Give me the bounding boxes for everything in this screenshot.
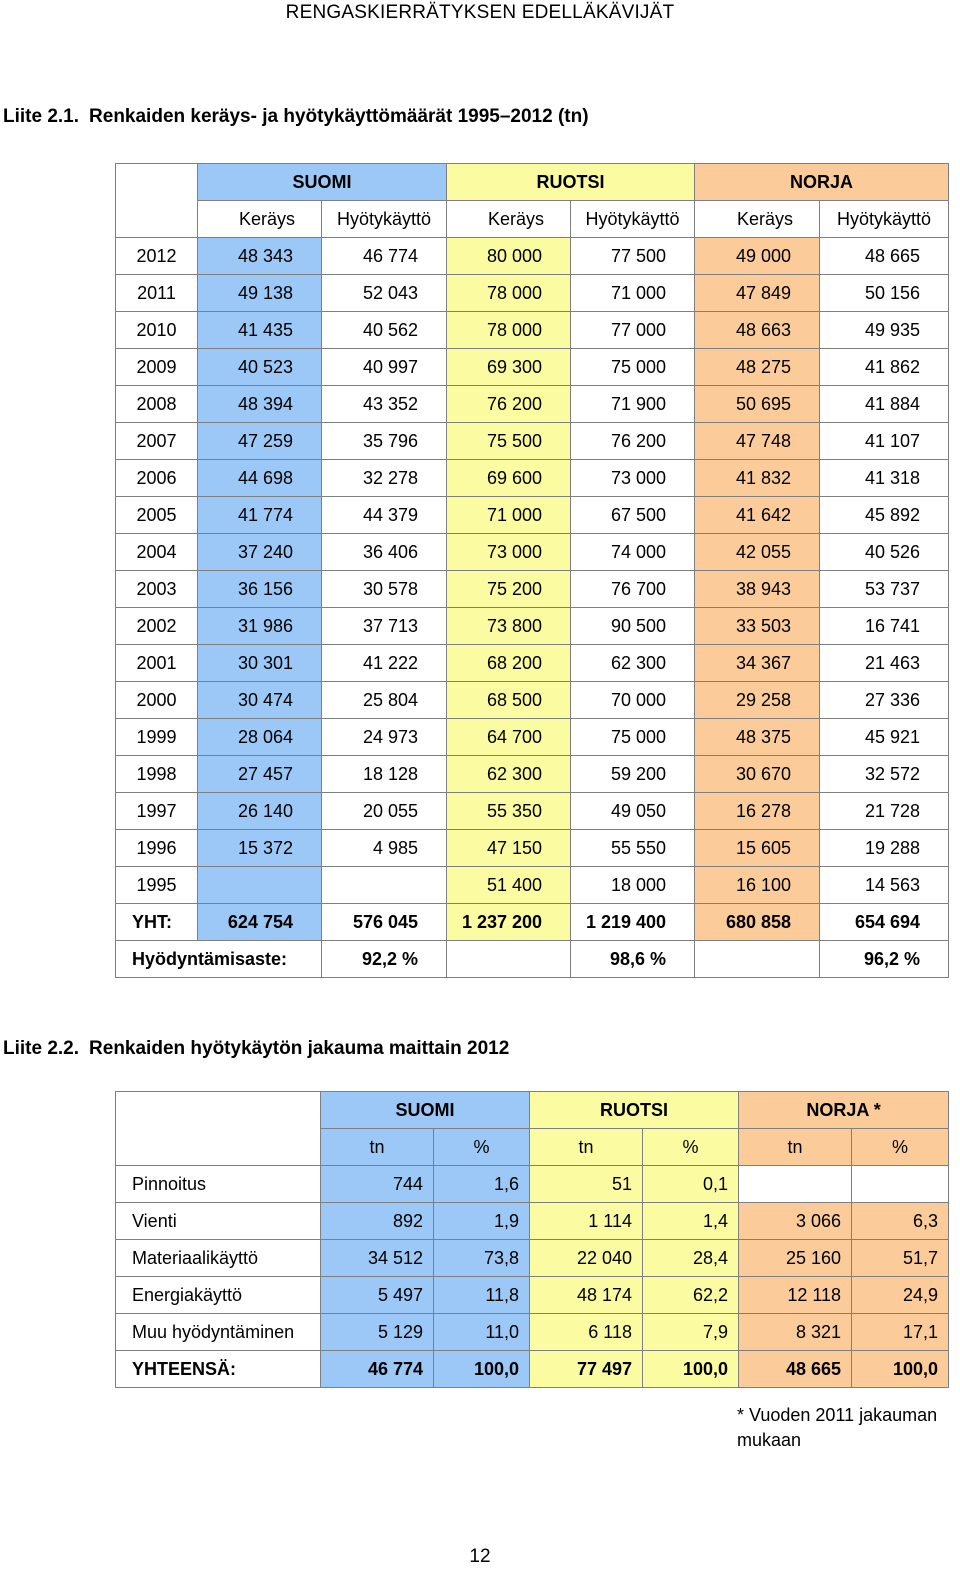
table1-value-cell: 41 862 xyxy=(820,349,949,386)
table2-value-cell: 24,9 xyxy=(852,1277,949,1314)
table1-value-cell: 49 050 xyxy=(571,793,695,830)
table1-value-cell: 75 500 xyxy=(447,423,571,460)
table2-total-cell: 100,0 xyxy=(643,1351,739,1388)
table1-subheader: Hyötykäyttö xyxy=(571,201,695,238)
table1-value-cell: 18 000 xyxy=(571,867,695,904)
table1-value-cell: 62 300 xyxy=(571,645,695,682)
table2-row xyxy=(116,1314,949,1351)
table1-value-cell: 41 222 xyxy=(322,645,447,682)
table1-row xyxy=(116,275,949,312)
table1-value-cell: 41 642 xyxy=(695,497,820,534)
table1-value-cell: 40 997 xyxy=(322,349,447,386)
table1-year-cell: 1997 xyxy=(116,793,198,830)
table2-row xyxy=(116,1166,949,1203)
table1-value-cell: 47 748 xyxy=(695,423,820,460)
table1-value-cell: 41 435 xyxy=(198,312,322,349)
table1-subheader: Keräys xyxy=(198,201,322,238)
table1-year-cell: 1998 xyxy=(116,756,198,793)
table1-year-cell: 1996 xyxy=(116,830,198,867)
table2-caption-number: Liite 2.2. xyxy=(3,1038,80,1059)
table1-value-cell: 68 500 xyxy=(447,682,571,719)
table2-value-cell: 744 xyxy=(321,1166,434,1203)
table1-value-cell: 73 000 xyxy=(447,534,571,571)
table2-value-cell: 892 xyxy=(321,1203,434,1240)
table1-corner xyxy=(116,164,198,201)
table2-value-cell: 62,2 xyxy=(643,1277,739,1314)
table2-caption xyxy=(3,1038,509,1060)
table1-value-cell: 16 741 xyxy=(820,608,949,645)
table1-value-cell: 76 700 xyxy=(571,571,695,608)
table1-total-row xyxy=(116,904,949,941)
table1-value-cell: 49 000 xyxy=(695,238,820,275)
table2-value-cell: 1,6 xyxy=(434,1166,530,1203)
table2-value-cell: 51,7 xyxy=(852,1240,949,1277)
table1-value-cell: 78 000 xyxy=(447,312,571,349)
table2-total-cell: 77 497 xyxy=(530,1351,643,1388)
table1-rate-label: Hyödyntämisaste: xyxy=(116,941,322,978)
table2-value-cell: 28,4 xyxy=(643,1240,739,1277)
collection-utilization-table xyxy=(115,163,949,978)
table1-value-cell: 77 000 xyxy=(571,312,695,349)
table1-year-cell: 2007 xyxy=(116,423,198,460)
table1-total-cell: 654 694 xyxy=(820,904,949,941)
table2-country-header-row xyxy=(116,1092,949,1129)
table1-value-cell: 53 737 xyxy=(820,571,949,608)
table1-value-cell: 48 663 xyxy=(695,312,820,349)
table2-value-cell: 1 114 xyxy=(530,1203,643,1240)
table1-year-cell: 2003 xyxy=(116,571,198,608)
table1-value-cell: 50 695 xyxy=(695,386,820,423)
table1-value-cell: 49 935 xyxy=(820,312,949,349)
table1-value-cell: 75 000 xyxy=(571,349,695,386)
table2-value-cell: 5 129 xyxy=(321,1314,434,1351)
table1-value-cell: 35 796 xyxy=(322,423,447,460)
table2-corner-lower xyxy=(116,1129,321,1166)
table1-value-cell: 69 300 xyxy=(447,349,571,386)
table2-value-cell: 5 497 xyxy=(321,1277,434,1314)
table2-row xyxy=(116,1240,949,1277)
table2-subheader: % xyxy=(643,1129,739,1166)
table2-value-cell: 3 066 xyxy=(739,1203,852,1240)
table1-value-cell: 52 043 xyxy=(322,275,447,312)
table1-value-cell: 30 301 xyxy=(198,645,322,682)
table1-value-cell: 37 240 xyxy=(198,534,322,571)
table1-value-cell: 36 156 xyxy=(198,571,322,608)
table1-value-cell: 80 000 xyxy=(447,238,571,275)
table2-value-cell: 17,1 xyxy=(852,1314,949,1351)
table1-value-cell: 64 700 xyxy=(447,719,571,756)
table1-value-cell: 67 500 xyxy=(571,497,695,534)
table1-row xyxy=(116,349,949,386)
table1-row xyxy=(116,534,949,571)
table1-value-cell: 19 288 xyxy=(820,830,949,867)
table2-country-ruotsi: RUOTSI xyxy=(530,1092,739,1129)
table1-caption-text: Renkaiden keräys- ja hyötykäyttömäärät 1995–2012 (tn) xyxy=(89,106,589,127)
table1-country-norja: NORJA xyxy=(695,164,949,201)
table1-value-cell: 43 352 xyxy=(322,386,447,423)
table1-row xyxy=(116,423,949,460)
running-header: RENGASKIERRÄTYKSEN EDELLÄKÄVIJÄT xyxy=(285,2,675,23)
table1-value-cell: 40 523 xyxy=(198,349,322,386)
table1-year-cell: 2006 xyxy=(116,460,198,497)
table1-year-cell: 2004 xyxy=(116,534,198,571)
table1-value-cell: 73 000 xyxy=(571,460,695,497)
table1-value-cell: 46 774 xyxy=(322,238,447,275)
table1-year-cell: 2005 xyxy=(116,497,198,534)
table1-value-cell xyxy=(322,867,447,904)
table1-row xyxy=(116,386,949,423)
table1-value-cell: 25 804 xyxy=(322,682,447,719)
table2-label-cell: Pinnoitus xyxy=(116,1166,321,1203)
table1-value-cell: 41 884 xyxy=(820,386,949,423)
table1-rate-empty xyxy=(447,941,571,978)
table1-value-cell: 49 138 xyxy=(198,275,322,312)
table1-value-cell xyxy=(198,867,322,904)
table1-value-cell: 59 200 xyxy=(571,756,695,793)
table2-total-label: YHTEENSÄ: xyxy=(116,1351,321,1388)
table1-row xyxy=(116,756,949,793)
table2-value-cell: 6,3 xyxy=(852,1203,949,1240)
table2-value-cell: 7,9 xyxy=(643,1314,739,1351)
table2-value-cell: 12 118 xyxy=(739,1277,852,1314)
table1-subheader: Keräys xyxy=(695,201,820,238)
table1-value-cell: 68 200 xyxy=(447,645,571,682)
table1-year-cell: 1999 xyxy=(116,719,198,756)
page-number: 12 xyxy=(469,1546,491,1567)
table1-value-cell: 16 278 xyxy=(695,793,820,830)
table1-value-cell: 4 985 xyxy=(322,830,447,867)
table1-value-cell: 90 500 xyxy=(571,608,695,645)
table1-country-ruotsi: RUOTSI xyxy=(447,164,695,201)
table1-value-cell: 30 578 xyxy=(322,571,447,608)
table1-value-cell: 21 463 xyxy=(820,645,949,682)
table1-value-cell: 42 055 xyxy=(695,534,820,571)
table1-total-cell: 624 754 xyxy=(198,904,322,941)
table1-row xyxy=(116,571,949,608)
table1-total-label: YHT: xyxy=(116,904,198,941)
table1-value-cell: 69 600 xyxy=(447,460,571,497)
table2-country-suomi: SUOMI xyxy=(321,1092,530,1129)
table1-value-cell: 27 457 xyxy=(198,756,322,793)
table1-value-cell: 34 367 xyxy=(695,645,820,682)
table1-value-cell: 71 000 xyxy=(447,497,571,534)
table1-value-cell: 71 000 xyxy=(571,275,695,312)
table2-value-cell: 25 160 xyxy=(739,1240,852,1277)
table1-row xyxy=(116,830,949,867)
table1-value-cell: 41 832 xyxy=(695,460,820,497)
table1-value-cell: 51 400 xyxy=(447,867,571,904)
table1-value-cell: 76 200 xyxy=(571,423,695,460)
table2-total-cell: 48 665 xyxy=(739,1351,852,1388)
table2-subheader-row xyxy=(116,1129,949,1166)
table1-value-cell: 41 774 xyxy=(198,497,322,534)
table2-value-cell: 48 174 xyxy=(530,1277,643,1314)
table1-value-cell: 71 900 xyxy=(571,386,695,423)
table1-rate-cell: 98,6 % xyxy=(571,941,695,978)
table1-value-cell: 44 379 xyxy=(322,497,447,534)
table1-value-cell: 45 921 xyxy=(820,719,949,756)
table1-year-cell: 2009 xyxy=(116,349,198,386)
table1-value-cell: 32 572 xyxy=(820,756,949,793)
table1-value-cell: 32 278 xyxy=(322,460,447,497)
table1-value-cell: 27 336 xyxy=(820,682,949,719)
table2-value-cell: 34 512 xyxy=(321,1240,434,1277)
table1-row xyxy=(116,682,949,719)
table1-total-cell: 1 219 400 xyxy=(571,904,695,941)
table1-value-cell: 26 140 xyxy=(198,793,322,830)
table2-subheader: tn xyxy=(530,1129,643,1166)
table1-country-header-row xyxy=(116,164,949,201)
table1-year-cell: 2000 xyxy=(116,682,198,719)
table2-total-cell: 46 774 xyxy=(321,1351,434,1388)
table1-value-cell: 48 375 xyxy=(695,719,820,756)
table2-total-cell: 100,0 xyxy=(434,1351,530,1388)
table1-subheader-row xyxy=(116,201,949,238)
table1-row xyxy=(116,238,949,275)
table1-value-cell: 41 107 xyxy=(820,423,949,460)
table2-value-cell: 22 040 xyxy=(530,1240,643,1277)
table1-value-cell: 16 100 xyxy=(695,867,820,904)
table2-subheader: tn xyxy=(739,1129,852,1166)
table1-value-cell: 48 343 xyxy=(198,238,322,275)
table1-value-cell: 47 150 xyxy=(447,830,571,867)
table1-year-cell: 2011 xyxy=(116,275,198,312)
table1-value-cell: 77 500 xyxy=(571,238,695,275)
table1-rate-cell: 92,2 % xyxy=(322,941,447,978)
table2-value-cell: 11,8 xyxy=(434,1277,530,1314)
table1-caption-number: Liite 2.1. xyxy=(3,106,80,127)
table1-row xyxy=(116,312,949,349)
table2-value-cell: 1,4 xyxy=(643,1203,739,1240)
table1-value-cell: 33 503 xyxy=(695,608,820,645)
table1-value-cell: 55 550 xyxy=(571,830,695,867)
table1-row xyxy=(116,793,949,830)
table1-value-cell: 40 562 xyxy=(322,312,447,349)
table2-label-cell: Energiakäyttö xyxy=(116,1277,321,1314)
table2-value-cell xyxy=(739,1166,852,1203)
table2-label-cell: Muu hyödyntäminen xyxy=(116,1314,321,1351)
table2-row xyxy=(116,1203,949,1240)
table1-row xyxy=(116,867,949,904)
table1-value-cell: 75 200 xyxy=(447,571,571,608)
table1-value-cell: 48 394 xyxy=(198,386,322,423)
table1-year-cell: 2001 xyxy=(116,645,198,682)
table1-value-cell: 18 128 xyxy=(322,756,447,793)
table1-value-cell: 28 064 xyxy=(198,719,322,756)
table2-corner xyxy=(116,1092,321,1129)
table1-caption xyxy=(3,106,589,128)
table1-value-cell: 55 350 xyxy=(447,793,571,830)
table1-value-cell: 15 605 xyxy=(695,830,820,867)
table1-value-cell: 48 275 xyxy=(695,349,820,386)
table2-value-cell: 6 118 xyxy=(530,1314,643,1351)
table1-country-suomi: SUOMI xyxy=(198,164,447,201)
table1-row xyxy=(116,719,949,756)
table1-value-cell: 14 563 xyxy=(820,867,949,904)
table1-value-cell: 24 973 xyxy=(322,719,447,756)
table1-value-cell: 20 055 xyxy=(322,793,447,830)
table1-rate-cell: 96,2 % xyxy=(820,941,949,978)
table2-value-cell: 73,8 xyxy=(434,1240,530,1277)
table1-row xyxy=(116,645,949,682)
table1-total-cell: 576 045 xyxy=(322,904,447,941)
table1-year-cell: 2008 xyxy=(116,386,198,423)
table1-rate-row xyxy=(116,941,949,978)
table2-footnote: * Vuoden 2011 jakauman mukaan xyxy=(737,1405,938,1450)
table1-value-cell: 78 000 xyxy=(447,275,571,312)
table2-subheader: tn xyxy=(321,1129,434,1166)
table1-value-cell: 70 000 xyxy=(571,682,695,719)
table2-value-cell: 11,0 xyxy=(434,1314,530,1351)
table2-value-cell: 8 321 xyxy=(739,1314,852,1351)
table1-value-cell: 44 698 xyxy=(198,460,322,497)
table2-subheader: % xyxy=(852,1129,949,1166)
table2-row xyxy=(116,1277,949,1314)
table1-year-cell: 2012 xyxy=(116,238,198,275)
table1-rate-empty xyxy=(695,941,820,978)
table1-value-cell: 29 258 xyxy=(695,682,820,719)
table2-total-cell: 100,0 xyxy=(852,1351,949,1388)
table2-value-cell xyxy=(852,1166,949,1203)
table1-subheader: Hyötykäyttö xyxy=(820,201,949,238)
table2-subheader: % xyxy=(434,1129,530,1166)
table1-value-cell: 75 000 xyxy=(571,719,695,756)
table1-value-cell: 62 300 xyxy=(447,756,571,793)
table2-value-cell: 51 xyxy=(530,1166,643,1203)
table1-value-cell: 47 259 xyxy=(198,423,322,460)
table1-value-cell: 30 474 xyxy=(198,682,322,719)
table1-value-cell: 47 849 xyxy=(695,275,820,312)
table1-value-cell: 50 156 xyxy=(820,275,949,312)
table2-value-cell: 0,1 xyxy=(643,1166,739,1203)
table2-total-row xyxy=(116,1351,949,1388)
table1-total-cell: 680 858 xyxy=(695,904,820,941)
table1-value-cell: 74 000 xyxy=(571,534,695,571)
table1-subheader: Hyötykäyttö xyxy=(322,201,447,238)
table1-corner-lower xyxy=(116,201,198,238)
table1-total-cell: 1 237 200 xyxy=(447,904,571,941)
table1-row xyxy=(116,608,949,645)
table1-value-cell: 30 670 xyxy=(695,756,820,793)
table1-value-cell: 45 892 xyxy=(820,497,949,534)
table1-row xyxy=(116,460,949,497)
table1-value-cell: 73 800 xyxy=(447,608,571,645)
table2-label-cell: Materiaalikäyttö xyxy=(116,1240,321,1277)
table1-value-cell: 40 526 xyxy=(820,534,949,571)
table1-value-cell: 36 406 xyxy=(322,534,447,571)
table1-subheader: Keräys xyxy=(447,201,571,238)
table1-value-cell: 76 200 xyxy=(447,386,571,423)
table1-value-cell: 31 986 xyxy=(198,608,322,645)
table2-label-cell: Vienti xyxy=(116,1203,321,1240)
table1-year-cell: 1995 xyxy=(116,867,198,904)
table1-value-cell: 48 665 xyxy=(820,238,949,275)
table2-value-cell: 1,9 xyxy=(434,1203,530,1240)
table2-caption-text: Renkaiden hyötykäytön jakauma maittain 2012 xyxy=(89,1038,510,1059)
table1-year-cell: 2010 xyxy=(116,312,198,349)
table2-country-norja: NORJA * xyxy=(739,1092,949,1129)
table1-value-cell: 37 713 xyxy=(322,608,447,645)
table1-value-cell: 15 372 xyxy=(198,830,322,867)
table1-row xyxy=(116,497,949,534)
utilization-distribution-table xyxy=(115,1091,949,1388)
table1-value-cell: 41 318 xyxy=(820,460,949,497)
table1-value-cell: 21 728 xyxy=(820,793,949,830)
table1-value-cell: 38 943 xyxy=(695,571,820,608)
table1-year-cell: 2002 xyxy=(116,608,198,645)
